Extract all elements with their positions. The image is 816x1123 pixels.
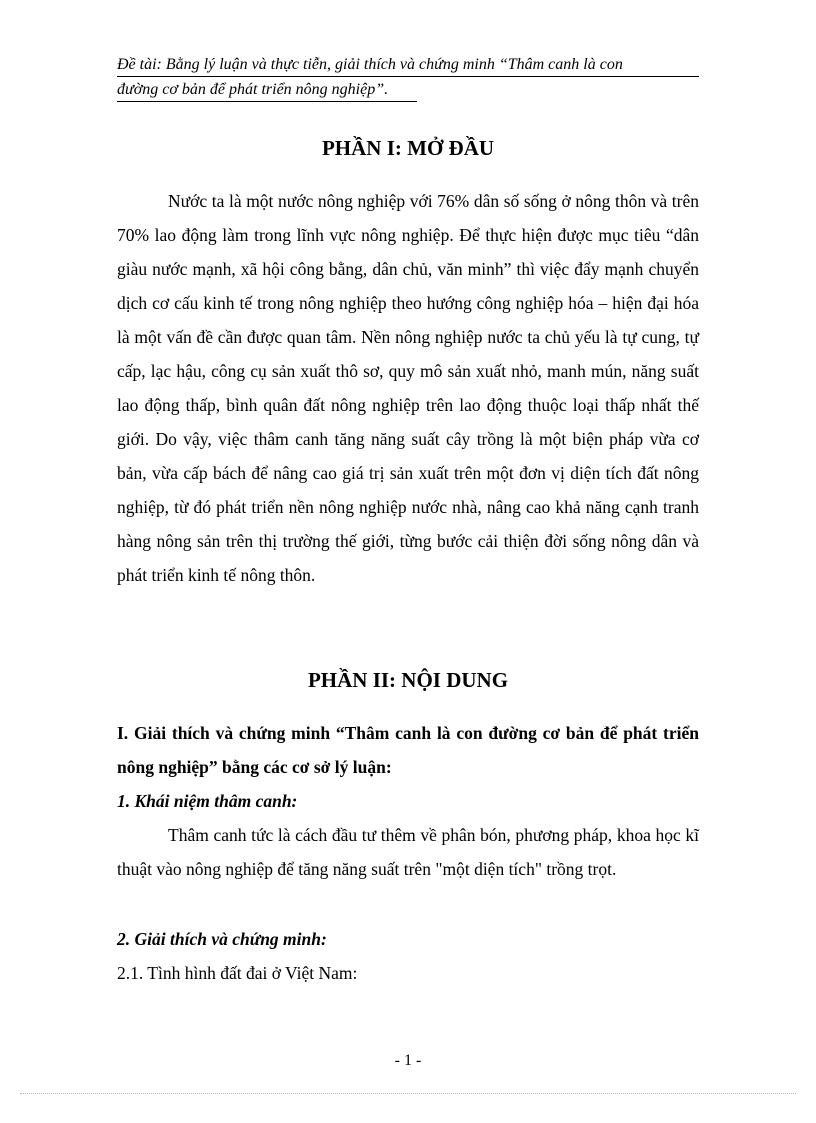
subsection2-1-title: 2.1. Tình hình đất đai ở Việt Nam:	[117, 963, 358, 983]
header-line-1: Đề tài: Bằng lý luận và thực tiễn, giải thích và chứng minh “Thâm canh là con	[117, 56, 623, 73]
part1-paragraph: Nước ta là một nước nông nghiệp với 76% dân số sống ở nông thôn và trên 70% lao động làm trong lĩnh vực nông nghiệp. Để thực hiện được mục tiêu “dân giàu nước mạnh, xã hội công bằng, dân chủ, văn minh” thì việc đẩy mạnh chuyển dịch cơ cấu kinh tế trong nông nghiệp theo hướng công nghiệp hóa – hiện đại hóa là một vấn đề cần được quan tâm. Nền nông nghiệp nước ta chủ yếu là tự cung, tự cấp, lạc hậu, công cụ sản xuất thô sơ, quy mô sản xuất nhỏ, manh mún, năng suất lao động thấp, bình quân đất nông nghiệp trên lao động thuộc loại thấp nhất thế giới. Do vậy, việc thâm canh tăng năng suất cây trồng là một biện pháp vừa cơ bản, vừa cấp bách để nâng cao giá trị sản xuất trên một đơn vị diện tích đất nông nghiệp, từ đó phát triển nền nông nghiệp nước nhà, nâng cao khả năng cạnh tranh hàng nông sản trên thị trường thế giới, từng bước cải thiện đời sống nông dân và phát triển kinh tế nông thôn.	[117, 191, 699, 585]
page-header	[117, 52, 699, 102]
header-underline-1	[117, 76, 699, 77]
part2-title: PHẦN II: NỘI DUNG	[307, 668, 509, 692]
page-number: - 1 -	[394, 1052, 422, 1069]
subsection1-title: 1. Khái niệm thâm canh:	[117, 791, 298, 811]
header-line-2: đường cơ bản để phát triển nông nghiệp”.	[117, 81, 389, 98]
header-underline-2	[117, 101, 417, 102]
page-bottom-divider	[20, 1093, 796, 1094]
subsection2-title: 2. Giải thích và chứng minh:	[117, 929, 327, 949]
subsection1-paragraph: Thâm canh tức là cách đầu tư thêm về phân bón, phương pháp, khoa học kĩ thuật vào nông nghiệp để tăng năng suất trên "một diện tích" trồng trọt.	[117, 825, 699, 879]
part1-title: PHẦN I: MỞ ĐẦU	[321, 136, 495, 160]
section1-title: I. Giải thích và chứng minh “Thâm canh là con đường cơ bản để phát triển nông nghiệp” bằng các cơ sở lý luận:	[117, 723, 699, 777]
